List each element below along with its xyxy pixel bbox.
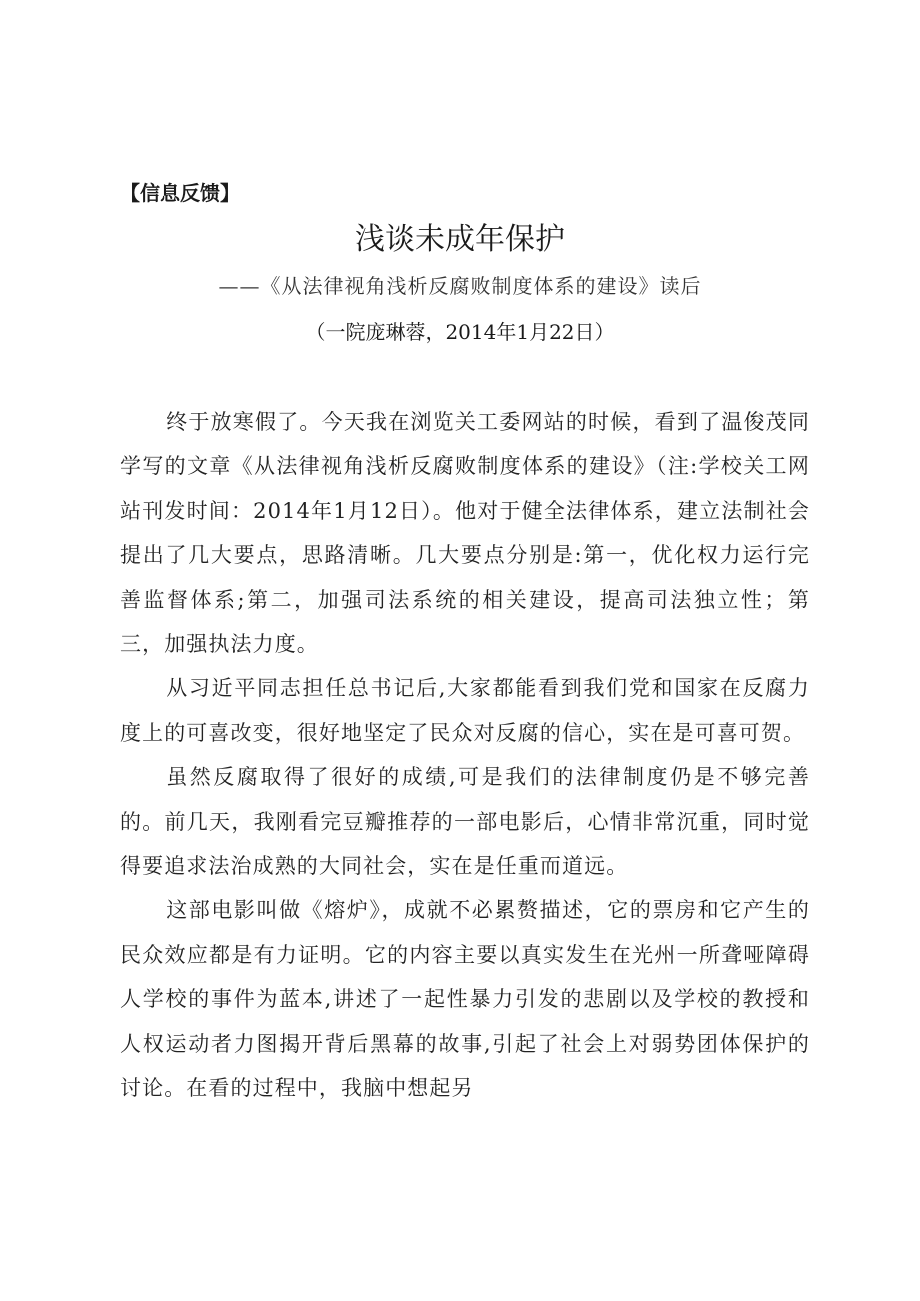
author-byline: （一院庞琳蓉，2014年1月22日） [305, 320, 615, 344]
article-subtitle: ——《从法律视角浅析反腐败制度体系的建设》读后 [218, 274, 702, 298]
article-title: 浅谈未成年保护 [355, 222, 565, 257]
section-label: 【信息反馈】 [120, 181, 240, 205]
article-body [120, 400, 810, 1111]
paragraph-1: 终于放寒假了。今天我在浏览关工委网站的时候，看到了温俊茂同学写的文章《从法律视角浅析反腐败制度体系的建设》（注:学校关工网站刊发时间：2014年1月12日）。他对于健全法律体系，建立法制社会提出了几大要点，思路清晰。几大要点分别是:第一，优化权力运行完善监督体系;第二，加强司法系统的相关建设，提高司法独立性；第三，加强执法力度。 [120, 410, 810, 657]
paragraph-4: 这部电影叫做《熔炉》，成就不必累赘描述，它的票房和它产生的民众效应都是有力证明。它的内容主要以真实发生在光州一所聋哑障碍人学校的事件为蓝本,讲述了一起性暴力引发的悲剧以及学校的教授和人权运动者力图揭开背后黑幕的故事,引起了社会上对弱势团体保护的讨论。在看的过程中，我脑中想起另 [120, 898, 810, 1101]
paragraph-2: 从习近平同志担任总书记后,大家都能看到我们党和国家在反腐力度上的可喜改变，很好地坚定了民众对反腐的信心，实在是可喜可贺。 [120, 676, 810, 745]
paragraph-3: 虽然反腐取得了很好的成绩,可是我们的法律制度仍是不够完善的。前几天，我刚看完豆瓣推荐的一部电影后，心情非常沉重，同时觉得要追求法治成熟的大同社会，实在是任重而道远。 [120, 765, 810, 879]
